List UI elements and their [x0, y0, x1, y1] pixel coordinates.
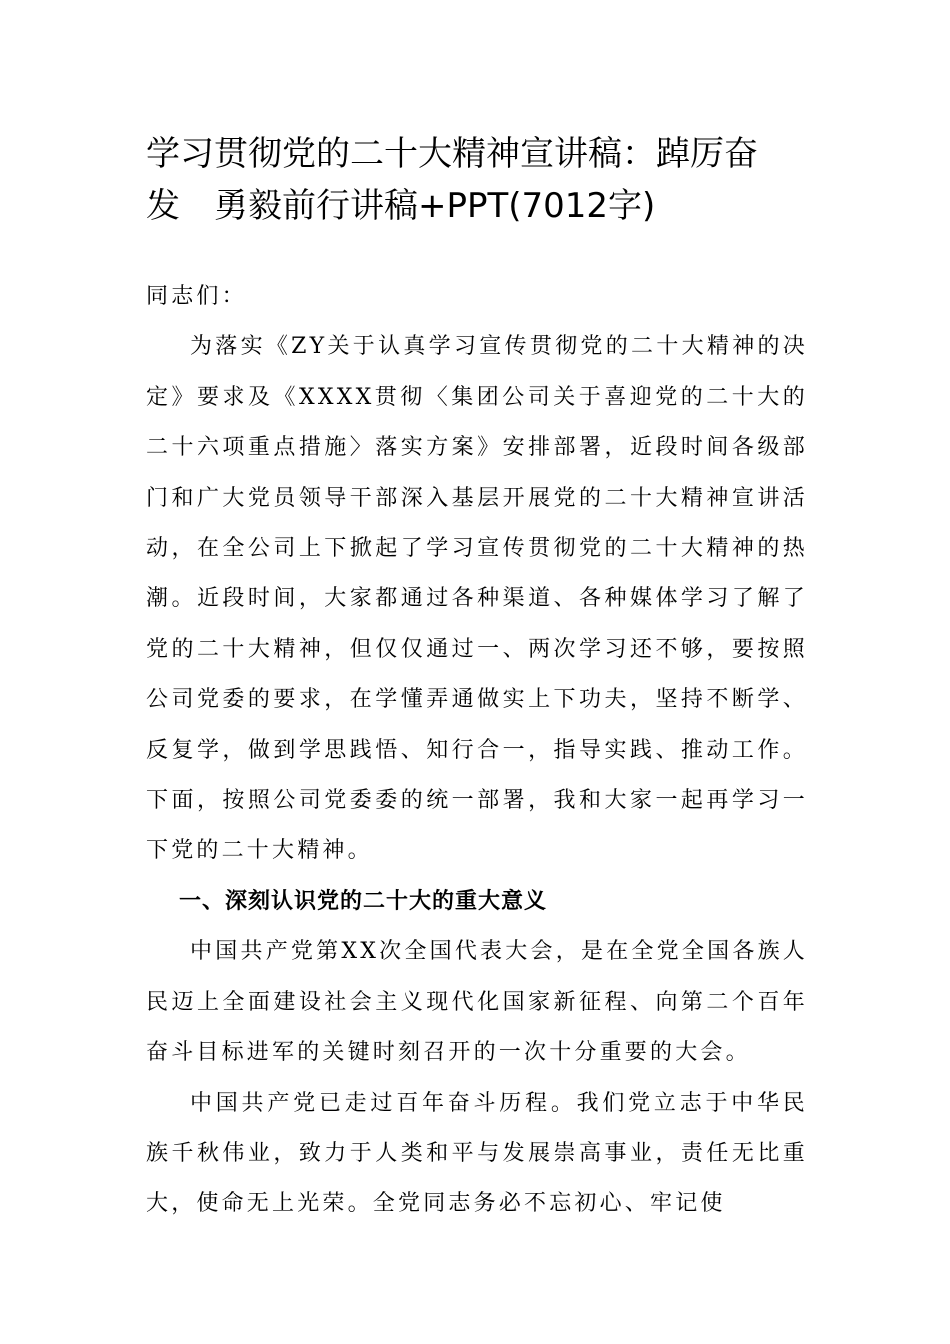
- title-line-1: 学习贯彻党的二十大精神宣讲稿：踔厉奋: [146, 134, 758, 174]
- paragraph-history: 中国共产党已走过百年奋斗历程。我们党立志于中华民族千秋伟业，致力于人类和平与发展崇高事业，责任无比重大，使命无上光荣。全党同志务必不忘初心、牢记使: [146, 1090, 808, 1217]
- title-line-2-end: 勇毅前行讲稿+PPT(7012字): [214, 186, 656, 226]
- title-line-2: [146, 180, 826, 232]
- document-title: [146, 128, 826, 232]
- title-line-2-start: 发: [146, 186, 180, 226]
- section-heading-1: 一、深刻认识党的二十大的重大意义: [179, 888, 548, 914]
- paragraph-intro: 为落实《ZY关于认真学习宣传贯彻党的二十大精神的决定》要求及《XXXX贯彻〈集团公司关于喜迎党的二十大的二十六项重点措施〉落实方案》安排部署，近段时间各级部门和广大党员领导干部深入基层开展党的二十大精神宣讲活动，在全公司上下掀起了学习宣传贯彻党的二十大精神的热潮。近段时间，大家都通过各种渠道、各种媒体学习了解了党的二十大精神，但仅仅通过一、两次学习还不够，要按照公司党委的要求，在学懂弄通做实上下功夫，坚持不断学、反复学，做到学思践悟、知行合一，指导实践、推动工作。下面，按照公司党委委的统一部署，我和大家一起再学习一下党的二十大精神。: [146, 334, 808, 864]
- salutation: 同志们：: [146, 284, 247, 309]
- paragraph-significance: 中国共产党第XX次全国代表大会，是在全党全国各族人民迈上全面建设社会主义现代化国家新征程、向第二个百年奋斗目标进军的关键时刻召开的一次十分重要的大会。: [146, 939, 808, 1066]
- document-body: [146, 272, 808, 1230]
